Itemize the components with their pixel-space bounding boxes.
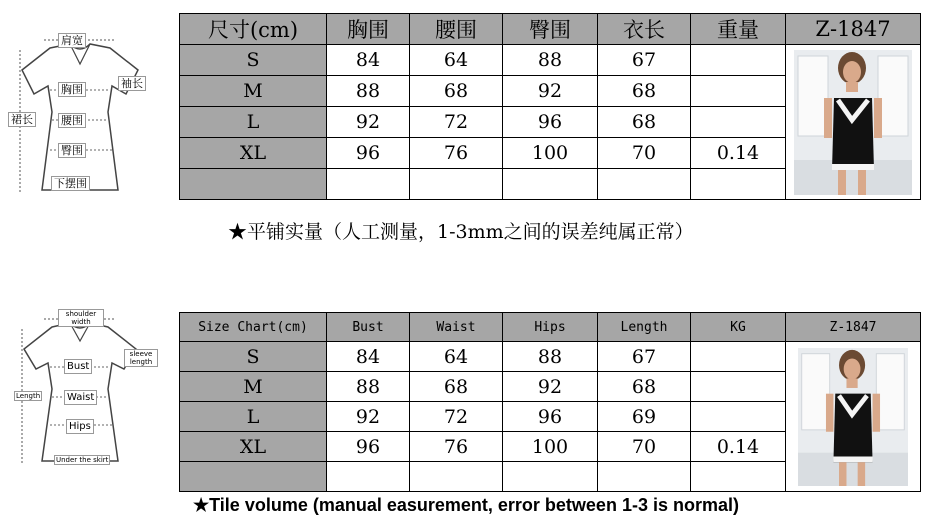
size-cell: L — [180, 402, 327, 432]
header-size: Size Chart(cm) — [180, 313, 327, 342]
header-waist: Waist — [410, 313, 503, 342]
hips-cell: 96 — [503, 107, 598, 138]
weight-cell: 0.14 — [691, 432, 786, 462]
weight-cell — [691, 45, 786, 76]
size-cell: M — [180, 372, 327, 402]
header-weight: KG — [691, 313, 786, 342]
hem-label: 下摆围 — [51, 176, 90, 191]
waist-cell: 72 — [410, 402, 503, 432]
hips-cell — [503, 462, 598, 492]
waist-cell — [410, 169, 503, 200]
hips-cell: 88 — [503, 45, 598, 76]
table-header-row — [180, 313, 921, 342]
size-cell: XL — [180, 432, 327, 462]
weight-cell — [691, 169, 786, 200]
waist-cell: 68 — [410, 372, 503, 402]
waist-cell: 76 — [410, 432, 503, 462]
waist-cell — [410, 462, 503, 492]
bust-cell: 92 — [327, 107, 410, 138]
shoulder-label: 肩宽 — [58, 33, 86, 48]
bust-label: Bust — [64, 359, 92, 374]
header-bust: Bust — [327, 313, 410, 342]
header-weight: 重量 — [691, 14, 786, 45]
bust-cell: 88 — [327, 76, 410, 107]
header-length: 衣长 — [598, 14, 691, 45]
product-photo — [798, 348, 908, 486]
hem-label: Under the skirt — [56, 456, 109, 464]
size-cell: S — [180, 342, 327, 372]
hips-label: Hips — [66, 419, 94, 434]
bust-label: 胸围 — [58, 82, 86, 97]
bust-cell — [327, 169, 410, 200]
hips-cell: 92 — [503, 76, 598, 107]
length-cell: 69 — [598, 402, 691, 432]
weight-cell — [691, 76, 786, 107]
size-cell — [180, 462, 327, 492]
product-photo — [794, 50, 912, 195]
dress-diagram-cn — [0, 20, 160, 200]
measurement-note-cn: ★平铺实量（人工测量，1-3mm之间的误差纯属正常） — [228, 221, 694, 243]
header-product-code: Z-1847 — [786, 313, 921, 342]
bust-cell: 84 — [327, 45, 410, 76]
table-row — [180, 342, 921, 372]
size-cell: L — [180, 107, 327, 138]
weight-cell — [691, 462, 786, 492]
weight-cell — [691, 342, 786, 372]
length-cell: 68 — [598, 107, 691, 138]
table-row — [180, 45, 921, 76]
measurement-note-en: ★Tile volume (manual easurement, error between 1-3 is normal) — [193, 495, 739, 515]
weight-cell — [691, 372, 786, 402]
waist-cell: 76 — [410, 138, 503, 169]
length-cell — [598, 462, 691, 492]
bust-cell: 84 — [327, 342, 410, 372]
hips-cell: 100 — [503, 138, 598, 169]
sleeve-label: sleeve length — [124, 349, 158, 367]
header-product-code: Z-1847 — [786, 14, 921, 45]
header-hips: Hips — [503, 313, 598, 342]
length-cell: 68 — [598, 372, 691, 402]
size-table-cn — [179, 13, 921, 200]
size-table-en — [179, 312, 921, 492]
waist-label: Waist — [64, 390, 97, 405]
size-cell: S — [180, 45, 327, 76]
header-length: Length — [598, 313, 691, 342]
length-cell — [598, 169, 691, 200]
sleeve-label: 袖长 — [118, 76, 146, 91]
bust-cell — [327, 462, 410, 492]
table-header-row — [180, 14, 921, 45]
bust-cell: 88 — [327, 372, 410, 402]
product-photo-cell — [786, 45, 921, 200]
size-cell: XL — [180, 138, 327, 169]
waist-cell: 68 — [410, 76, 503, 107]
waist-label: 腰围 — [58, 113, 86, 128]
waist-cell: 64 — [410, 342, 503, 372]
header-bust: 胸围 — [327, 14, 410, 45]
length-cell: 70 — [598, 432, 691, 462]
dress-outline-icon — [0, 305, 160, 470]
length-cell: 67 — [598, 342, 691, 372]
waist-cell: 72 — [410, 107, 503, 138]
bust-cell: 96 — [327, 432, 410, 462]
product-photo-cell — [786, 342, 921, 492]
weight-cell: 0.14 — [691, 138, 786, 169]
bust-cell: 96 — [327, 138, 410, 169]
hips-cell: 96 — [503, 402, 598, 432]
header-waist: 腰围 — [410, 14, 503, 45]
waist-cell: 64 — [410, 45, 503, 76]
length-cell: 68 — [598, 76, 691, 107]
bust-cell: 92 — [327, 402, 410, 432]
hips-label: 臀围 — [58, 143, 86, 158]
size-cell — [180, 169, 327, 200]
header-size: 尺寸(cm) — [180, 14, 327, 45]
length-cell: 67 — [598, 45, 691, 76]
shoulder-label: shoulder width — [58, 309, 104, 327]
weight-cell — [691, 107, 786, 138]
hips-cell: 88 — [503, 342, 598, 372]
length-label: Length — [16, 392, 41, 400]
hips-cell — [503, 169, 598, 200]
dress-diagram-en — [0, 305, 160, 470]
length-label: 裙长 — [8, 112, 36, 127]
length-cell: 70 — [598, 138, 691, 169]
weight-cell — [691, 402, 786, 432]
header-hips: 臀围 — [503, 14, 598, 45]
size-cell: M — [180, 76, 327, 107]
hips-cell: 100 — [503, 432, 598, 462]
hips-cell: 92 — [503, 372, 598, 402]
